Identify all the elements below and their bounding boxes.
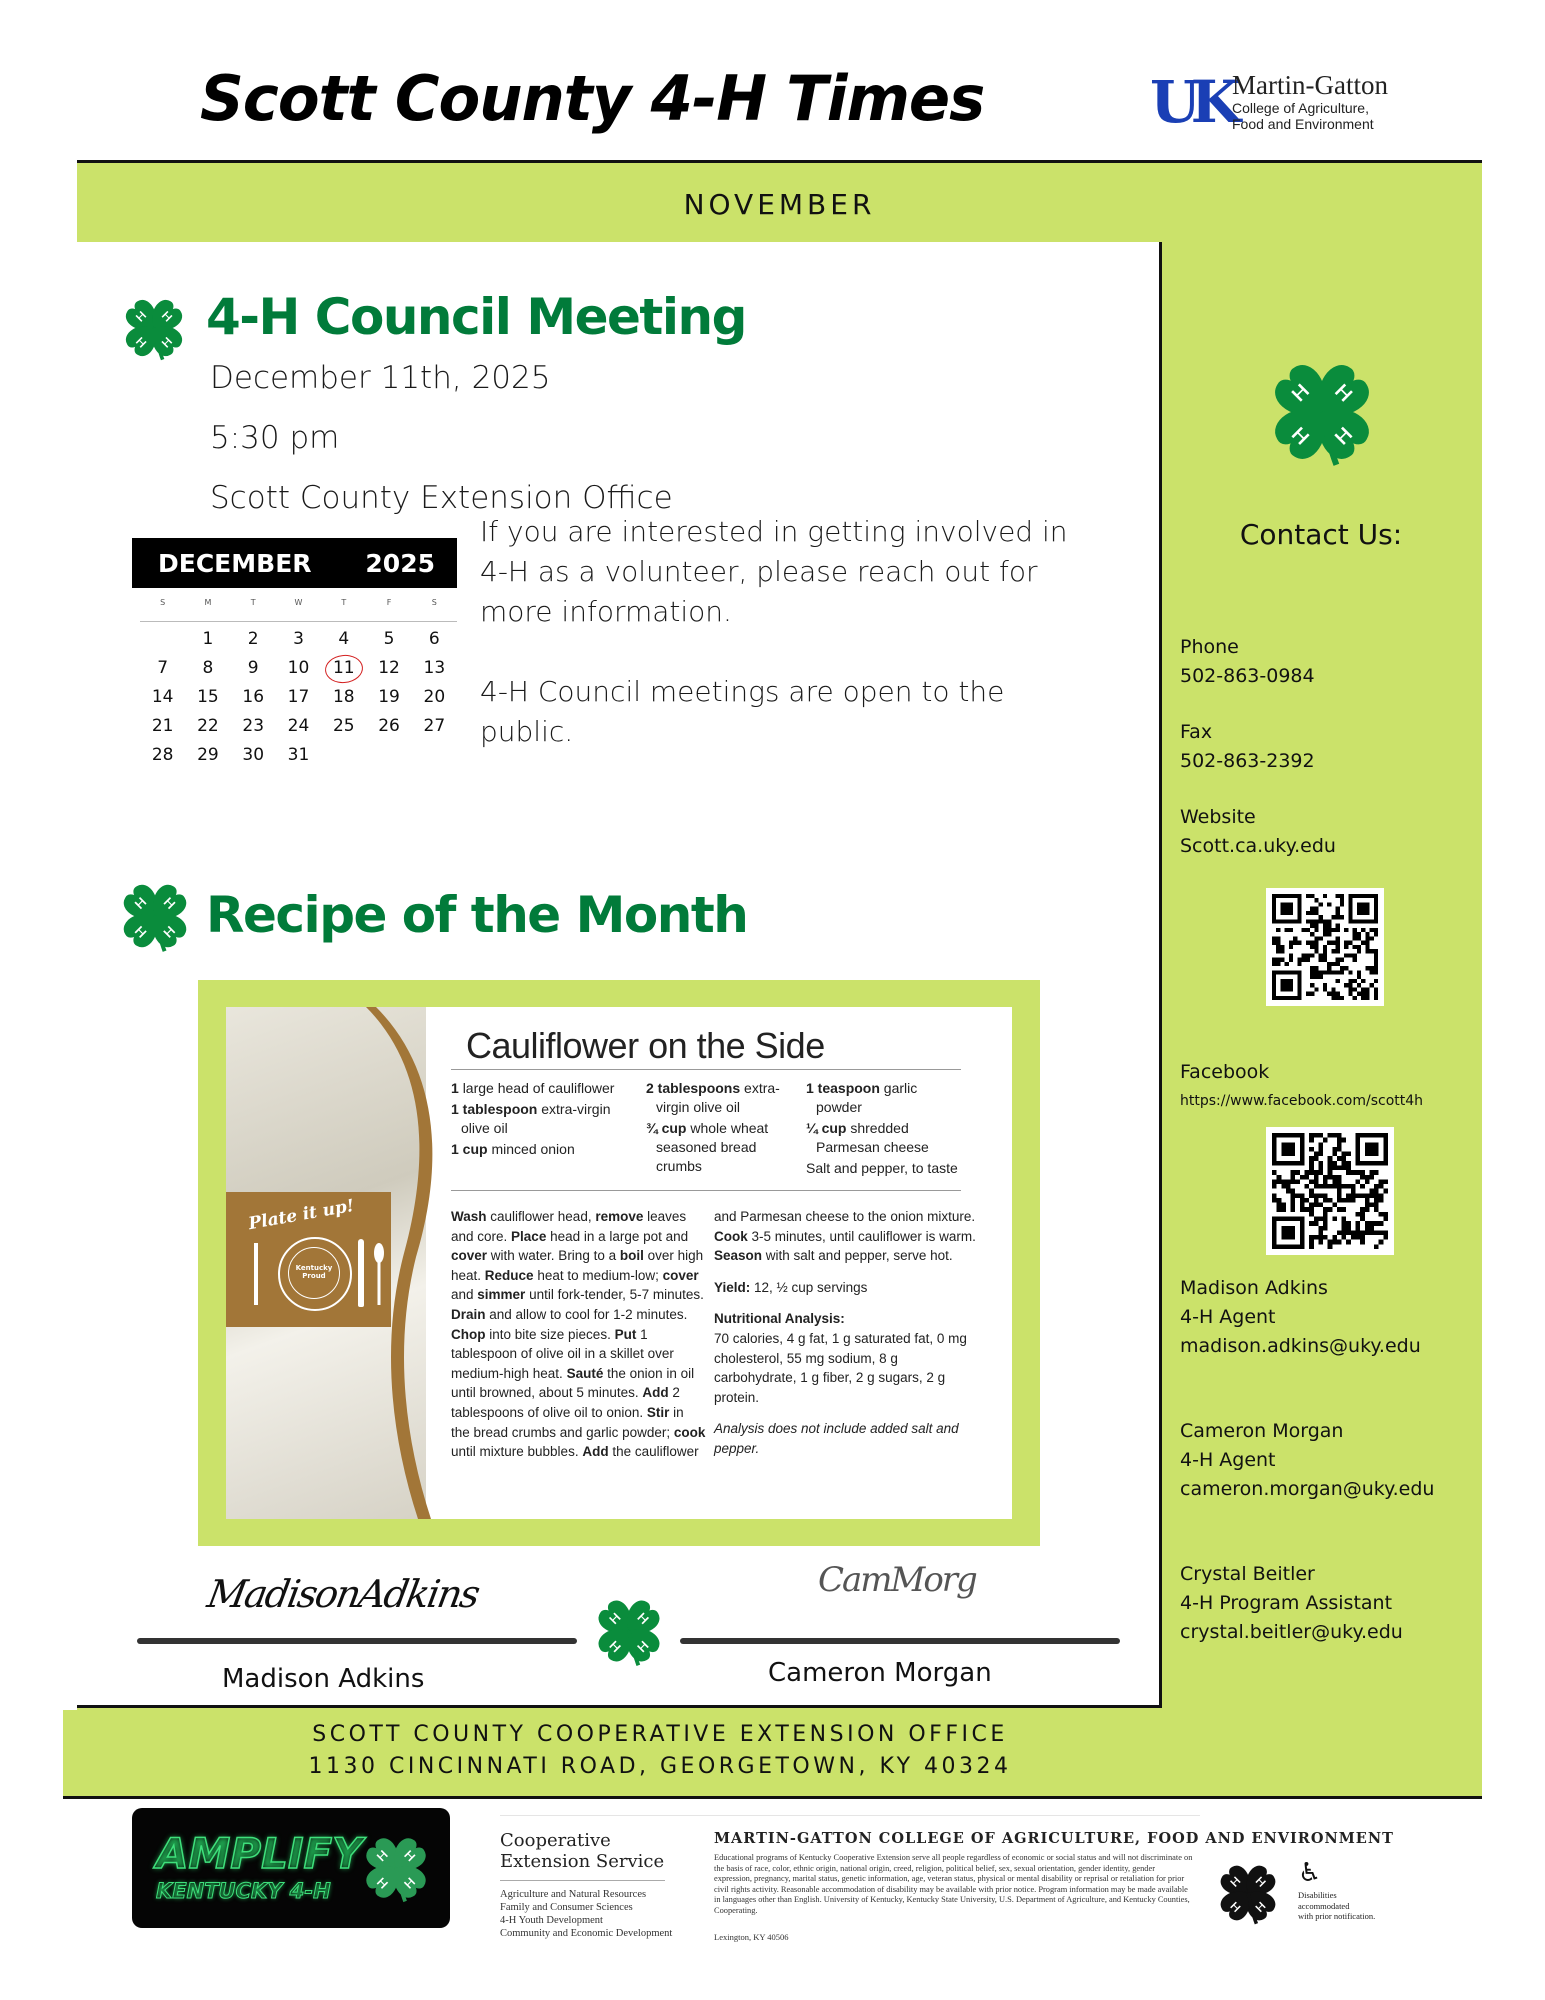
calendar-day: 6 bbox=[428, 629, 440, 649]
facebook-link[interactable]: https://www.facebook.com/scott4h bbox=[1180, 1093, 1424, 1109]
public-meeting-text: 4-H Council meetings are open to the public. bbox=[480, 675, 1005, 748]
calendar-day: 12 bbox=[378, 658, 400, 678]
volunteer-text: If you are interested in getting involved in 4-H as a volunteer, please reach out for more information. bbox=[480, 515, 1068, 628]
recipe-heading: Recipe of the Month bbox=[206, 886, 748, 944]
knife-icon bbox=[358, 1239, 364, 1307]
fork-icon bbox=[254, 1243, 258, 1305]
ingredient: 1 tablespoon extra-virgin olive oil bbox=[451, 1101, 611, 1136]
calendar-header bbox=[132, 538, 457, 588]
recipe-name: Cauliflower on the Side bbox=[466, 1025, 825, 1066]
signer-name-right: Cameron Morgan bbox=[768, 1658, 992, 1688]
ingredient: 1 large head of cauliflower bbox=[451, 1080, 615, 1096]
cooperative-extension-title: Cooperative Extension Service bbox=[500, 1830, 665, 1872]
office-name: SCOTT COUNTY COOPERATIVE EXTENSION OFFICE bbox=[312, 1722, 1008, 1747]
extension-programs: Agriculture and Natural Resources Family and Consumer Sciences 4-H Youth Development Community and Economic Development bbox=[500, 1889, 673, 1939]
4h-clover-icon bbox=[1213, 1858, 1283, 1928]
calendar-day: 30 bbox=[242, 745, 265, 765]
4h-clover-icon bbox=[1262, 352, 1382, 472]
weekday-label: M bbox=[204, 598, 212, 607]
nondiscrimination-statement: Educational programs of Kentucky Cooperative Extension serve all people regardless of economic or social status and will not discriminate on the basis of race, color, ethnic origin, national origin, creed, religion, political belief, sex, sexual orientation, gender identity, gender expression, pregnancy, marital status, genetic information, age, veteran status, physical or mental disability or reprisal or retaliation for prior civil rights activity. Reasonable accommodation of disability may be available with prior notice. Program information may be made available in languages other than English. University of Kentucky, Kentucky State University, U.S. Department of Agriculture, and Kentucky Counties, Cooperating. bbox=[714, 1853, 1193, 1915]
weekday-label: T bbox=[250, 598, 256, 607]
meeting-date: December 11th, 2025 bbox=[210, 360, 551, 396]
logo-name: Martin-Gatton bbox=[1232, 70, 1388, 100]
calendar-day: 26 bbox=[378, 716, 400, 736]
weekday-label: T bbox=[341, 598, 347, 607]
ingredients-column-3 bbox=[806, 1079, 966, 1180]
signature-line bbox=[137, 1638, 577, 1644]
ingredient: 2 tablespoons extra-virgin olive oil bbox=[646, 1080, 780, 1115]
ingredients-column-1 bbox=[451, 1079, 621, 1161]
directions-column-1: Wash cauliflower head, remove leaves and core. Place head in a large pot and cover with water. Bring to a boil over high heat. Reduce heat to medium-low; cover and simmer until fork-tender, 5-7 minutes. Drain and allow to cool for 1-2 minutes. Chop into bite size pieces. Put 1 tablespoon of olive oil in a skillet over medium-high heat. Sauté the onion in oil until browned, about 5 minutes. Add 2 tablespoons of olive oil to onion. Stir in the bread crumbs and garlic powder; cook until mixture bubbles. Add the cauliflower bbox=[451, 1209, 706, 1460]
calendar-day: 4 bbox=[338, 629, 350, 649]
calendar-day: 28 bbox=[151, 745, 174, 765]
council-meeting-heading: 4-H Council Meeting bbox=[206, 288, 746, 346]
calendar-divider bbox=[140, 621, 457, 622]
calendar-day: 22 bbox=[197, 716, 219, 736]
calendar-day: 8 bbox=[202, 658, 214, 678]
contact-person: Cameron Morgan 4-H Agent cameron.morgan@uky.edu bbox=[1180, 1417, 1434, 1504]
calendar-day: 21 bbox=[151, 716, 174, 736]
spoon-icon bbox=[374, 1243, 384, 1305]
calendar-month: DECEMBER bbox=[158, 548, 312, 578]
recipe-card bbox=[226, 1007, 1012, 1519]
weekday-label: F bbox=[386, 598, 392, 607]
college-name: MARTIN-GATTON COLLEGE OF AGRICULTURE, FOOD AND ENVIRONMENT bbox=[714, 1830, 1394, 1847]
4h-clover-icon bbox=[115, 876, 195, 956]
calendar-day: 10 bbox=[287, 658, 310, 678]
4h-clover-icon bbox=[358, 1830, 434, 1906]
contact-fax: Fax 502-863-2392 bbox=[1180, 718, 1315, 776]
calendar-blank bbox=[140, 628, 185, 651]
calendar-day: 13 bbox=[423, 658, 446, 678]
plate-it-up-text: Plate it up! bbox=[247, 1195, 356, 1235]
divider bbox=[451, 1069, 961, 1070]
ingredient: Salt and pepper, to taste bbox=[806, 1160, 958, 1176]
calendar-day: 5 bbox=[383, 629, 395, 649]
directions-continued: and Parmesan cheese to the onion mixture. Cook 3-5 minutes, until cauliflower is warm. Season with salt and pepper, serve hot. bbox=[714, 1209, 976, 1264]
contact-heading: Contact Us: bbox=[1239, 518, 1403, 551]
calendar-day: 2 bbox=[247, 629, 259, 649]
email-link[interactable]: madison.adkins@uky.edu bbox=[1180, 1335, 1421, 1357]
wheelchair-accessibility-icon: ♿ bbox=[1298, 1858, 1322, 1888]
website-qr-code[interactable] bbox=[1266, 888, 1384, 1006]
website-link[interactable]: Scott.ca.uky.edu bbox=[1180, 835, 1336, 857]
calendar-day: 1 bbox=[202, 629, 214, 649]
amplify-kentucky-4h-logo: AMPLIFY KENTUCKY 4-H bbox=[132, 1808, 450, 1928]
signature-madison: MadisonAdkins bbox=[204, 1572, 482, 1616]
meeting-location: Scott County Extension Office bbox=[210, 480, 673, 516]
directions-column-2 bbox=[714, 1207, 984, 1471]
calendar-day: 7 bbox=[157, 658, 169, 678]
calendar-day: 18 bbox=[332, 687, 355, 707]
facebook-qr-code[interactable] bbox=[1266, 1127, 1394, 1255]
divider bbox=[500, 1880, 665, 1881]
email-link[interactable]: crystal.beitler@uky.edu bbox=[1180, 1621, 1403, 1643]
calendar-day: 17 bbox=[287, 687, 310, 707]
calendar-day: 24 bbox=[287, 716, 310, 736]
issue-month: NOVEMBER bbox=[683, 188, 876, 221]
contact-facebook: Facebook https://www.facebook.com/scott4h bbox=[1180, 1058, 1423, 1116]
weekday-label: S bbox=[431, 598, 437, 607]
signature-line bbox=[680, 1638, 1120, 1644]
ingredient: 1 teaspoon garlic powder bbox=[806, 1080, 918, 1115]
calendar-day: 20 bbox=[423, 687, 446, 707]
contact-website: Website Scott.ca.uky.edu bbox=[1180, 803, 1336, 861]
calendar-day: 16 bbox=[242, 687, 265, 707]
kentucky-proud-logo: Kentucky Proud bbox=[288, 1247, 340, 1299]
calendar-day: 15 bbox=[197, 687, 219, 707]
calendar-day: 29 bbox=[197, 745, 219, 765]
weekday-label: S bbox=[160, 598, 166, 607]
divider bbox=[451, 1190, 961, 1191]
calendar-day: 9 bbox=[247, 658, 259, 678]
calendar-day: 19 bbox=[378, 687, 400, 707]
calendar-day: 23 bbox=[242, 716, 265, 736]
calendar-year: 2025 bbox=[365, 548, 435, 578]
4h-clover-icon bbox=[118, 292, 190, 364]
ingredients-column-2 bbox=[646, 1079, 796, 1178]
signer-name-left: Madison Adkins bbox=[222, 1664, 425, 1694]
uk-mark-icon: UK bbox=[1150, 67, 1231, 136]
meeting-time: 5:30 pm bbox=[210, 420, 340, 456]
email-link[interactable]: cameron.morgan@uky.edu bbox=[1180, 1478, 1435, 1500]
disabilities-note: Disabilities accommodated with prior notification. bbox=[1298, 1890, 1376, 1921]
logo-sub-1: College of Agriculture, bbox=[1232, 100, 1369, 116]
calendar-day-highlighted: 11 bbox=[321, 657, 366, 680]
weekday-label: W bbox=[294, 598, 303, 607]
analysis-note: Analysis does not include added salt and pepper. bbox=[714, 1421, 959, 1456]
calendar-day: 25 bbox=[332, 716, 355, 736]
ingredient: 1 cup minced onion bbox=[451, 1141, 575, 1157]
calendar-day: 31 bbox=[287, 745, 310, 765]
contact-person: Crystal Beitler 4-H Program Assistant crystal.beitler@uky.edu bbox=[1180, 1560, 1403, 1647]
college-address: Lexington, KY 40506 bbox=[714, 1932, 789, 1942]
office-address: 1130 CINCINNATI ROAD, GEORGETOWN, KY 40324 bbox=[308, 1754, 1012, 1779]
calendar-day: 3 bbox=[293, 629, 304, 649]
uk-martin-gatton-logo bbox=[1150, 67, 1388, 136]
calendar-day: 14 bbox=[151, 687, 174, 707]
calendar-weekdays bbox=[140, 598, 457, 607]
signature-cameron: CamMorg bbox=[818, 1560, 976, 1600]
calendar-grid bbox=[140, 628, 457, 767]
divider bbox=[500, 1815, 1200, 1816]
newsletter-title: Scott County 4-H Times bbox=[200, 62, 985, 135]
recipe-yield: Yield: 12, ½ cup servings bbox=[714, 1279, 868, 1295]
calendar-day: 27 bbox=[423, 716, 446, 736]
logo-sub-2: Food and Environment bbox=[1232, 116, 1374, 132]
contact-person: Madison Adkins 4-H Agent madison.adkins@uky.edu bbox=[1180, 1274, 1421, 1361]
phone-number[interactable]: 502-863-0984 bbox=[1180, 665, 1315, 687]
ingredient: ¼ cup shredded Parmesan cheese bbox=[806, 1120, 929, 1155]
contact-phone: Phone 502-863-0984 bbox=[1180, 633, 1315, 691]
fax-number: 502-863-2392 bbox=[1180, 750, 1315, 772]
nutrition-analysis: Nutritional Analysis: 70 calories, 4 g fat, 1 g saturated fat, 0 mg cholesterol, 55 mg sodium, 8 g carbohydrate, 1 g fiber, 2 g sugars, 2 g protein. bbox=[714, 1311, 967, 1405]
ingredient: ¾ cup whole wheat seasoned bread crumbs bbox=[646, 1120, 769, 1174]
4h-clover-icon bbox=[590, 1592, 668, 1670]
